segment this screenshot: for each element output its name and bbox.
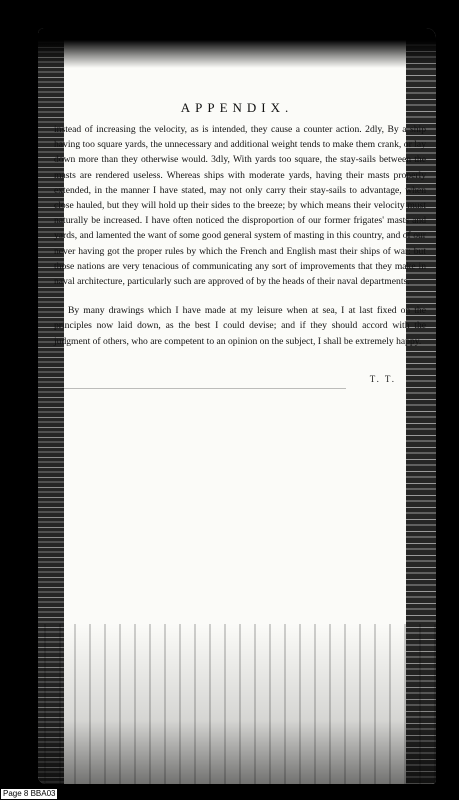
top-scan-edge bbox=[38, 28, 436, 68]
signature-initials: T. T. bbox=[369, 374, 396, 384]
divider-line bbox=[62, 388, 346, 389]
page-label: Page 8 BBA03 bbox=[3, 789, 56, 798]
paragraph-2: By many drawings which I have made at my leisure when at sea, I at last fixed on the principles now laid down, as the best I could devise; and if they should accord with the judgment of others, who are competent to an opinion on the subject, I shall be extremely happy. bbox=[54, 305, 426, 347]
bottom-scan-shadow bbox=[38, 624, 436, 784]
paper-sheet bbox=[38, 28, 436, 784]
paragraph-1: instead of increasing the velocity, as is intended, they cause a counter action. 2dly, By a ship having too square yards, the unnecessary and additional weight tends to make them crank, or lay down more than they otherwise would. 3dly, With yards too square, the stay-sails between the masts are rendered useless. Whereas ships with moderate yards, having their masts properly extended, in the manner I have stated, may not only carry their stay-sails to advantage, when close hauled, but they will hold up their sides to the breeze; by which means their velocity must naturally be increased. I have often noticed the disproportion of our former frigates' masts and yards, and lamented the want of some good general system of masting in this country, and of our never having got the proper rules by which the French and English mast their ships of war: but those nations are very tenacious of communicating any sort of improvements that they make in naval architecture, particularly such are approved of by the heads of their naval departments. bbox=[54, 124, 426, 288]
body-text bbox=[54, 122, 426, 349]
page-header: APPENDIX. bbox=[180, 100, 294, 115]
